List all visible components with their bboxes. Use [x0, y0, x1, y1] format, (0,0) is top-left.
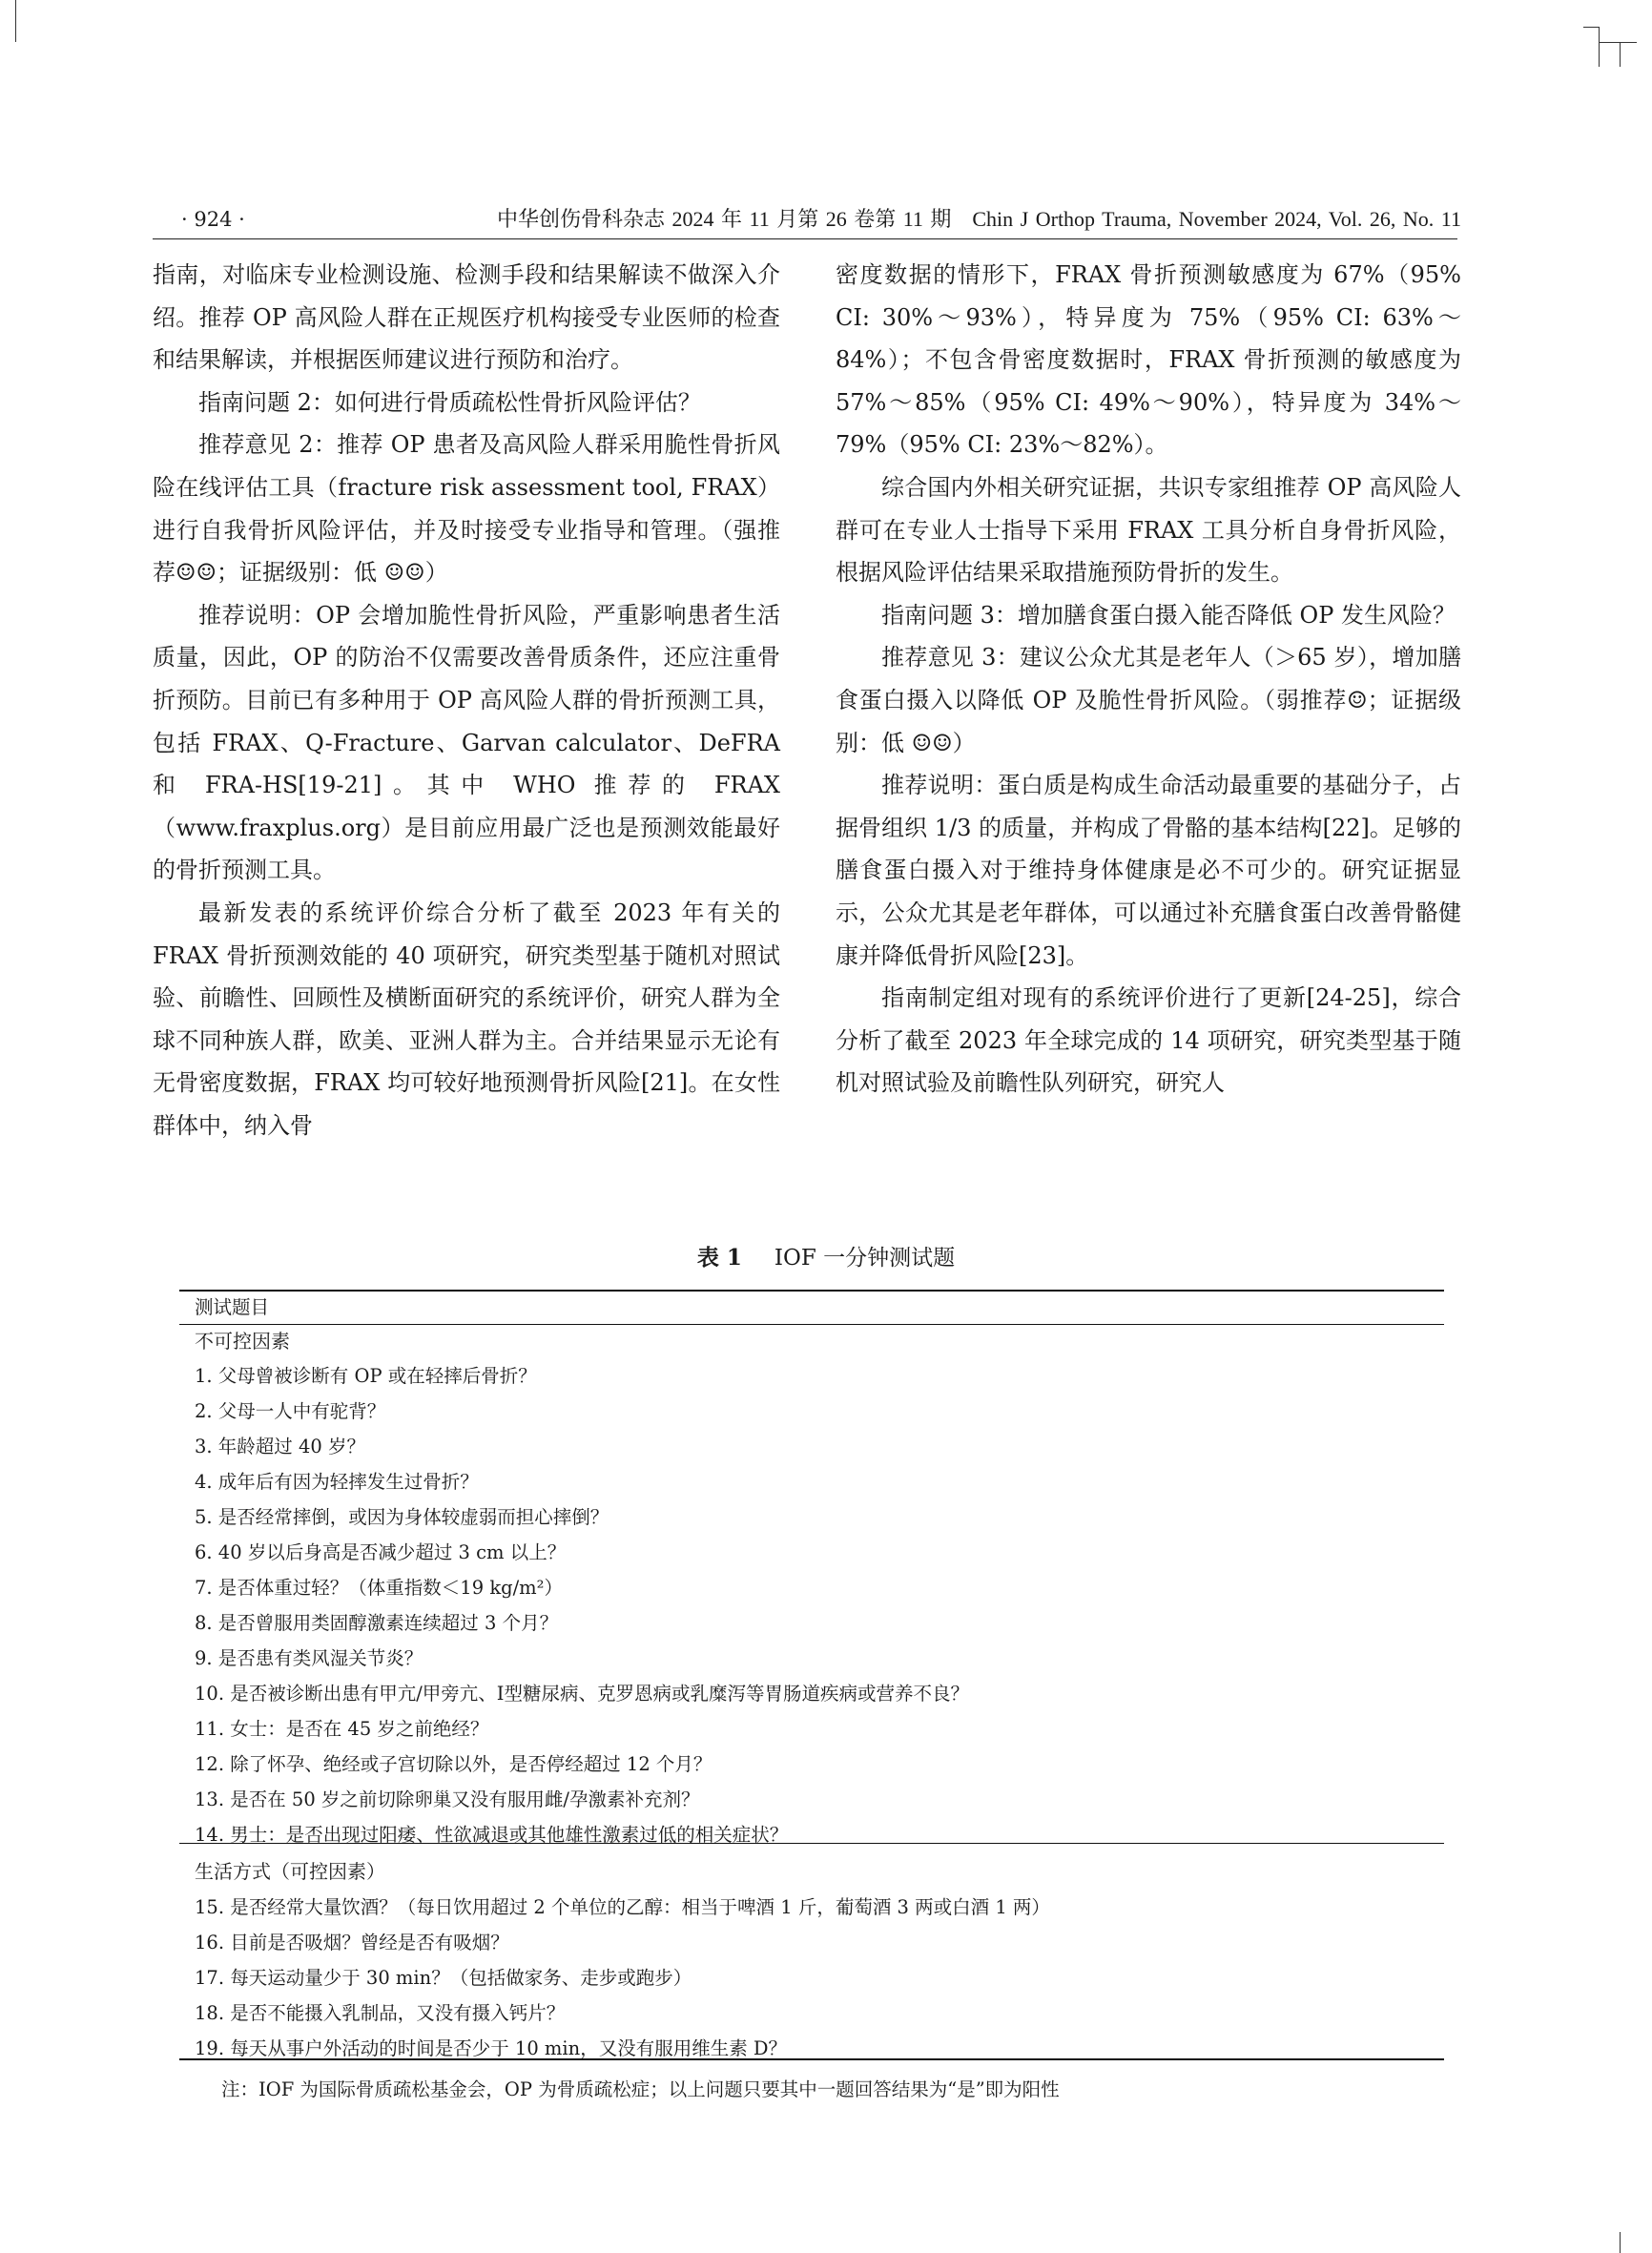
crop-mark-top-right	[1599, 27, 1600, 67]
left-column	[153, 254, 780, 1147]
table-row: 6. 40 岁以后身高是否减少超过 3 cm 以上？	[195, 1541, 567, 1563]
table-row: 11. 女士：是否在 45 岁之前绝经？	[195, 1718, 489, 1740]
table-row: 12. 除了怀孕、绝经或子宫切除以外，是否停经超过 12 个月？	[195, 1753, 712, 1775]
table-group-heading: 生活方式（可控因素）	[195, 1860, 385, 1883]
table-row: 19. 每天从事户外活动的时间是否少于 10 min，又没有服用维生素 D？	[195, 2037, 788, 2059]
paragraph: 指南问题 2：如何进行骨质疏松性骨折风险评估？	[198, 388, 701, 416]
running-head	[181, 202, 1461, 237]
crop-mark-top-right-h	[1599, 42, 1637, 43]
table-caption	[0, 1242, 1652, 1274]
table-number: 表 1	[696, 1245, 742, 1271]
journal-citation: 中华创伤骨科杂志 2024 年 11 月第 26 卷第 11 期 Chin J Orthop Trauma, November 2024, Vol. 26, No. 11	[497, 207, 1461, 231]
paragraph: 推荐意见 3：建议公众尤其是老年人（＞65 岁），增加膳食蛋白摄入以降低 OP 及脆性骨折风险。（弱推荐☺；证据级别：低 ☺☺）	[836, 644, 1461, 756]
table-row: 18. 是否不能摄入乳制品，又没有摄入钙片？	[195, 2002, 566, 2024]
paragraph: 推荐意见 2：推荐 OP 患者及高风险人群采用脆性骨折风险在线评估工具（fracture risk assessment tool, FRAX）进行自我骨折风险评估，并及时接受专业指导和管理。（强推荐☺☺；证据级别：低 ☺☺）	[153, 431, 780, 587]
table-row: 15. 是否经常大量饮酒？（每日饮用超过 2 个单位的乙醇：相当于啤酒 1 斤，葡萄酒 3 两或白酒 1 两）	[195, 1896, 1050, 1918]
table-footnote: 注：IOF 为国际骨质疏松基金会，OP 为骨质疏松症；以上问题只要其中一题回答结果为“是”即为阳性	[221, 2078, 1060, 2100]
paragraph: 指南制定组对现有的系统评价进行了更新[24-25]，综合分析了截至 2023 年全球完成的 14 项研究，研究类型基于随机对照试验及前瞻性队列研究，研究人	[836, 984, 1461, 1097]
table-row: 1. 父母曾被诊断有 OP 或在轻摔后骨折？	[195, 1365, 537, 1387]
table-row: 9. 是否患有类风湿关节炎？	[195, 1647, 423, 1669]
paragraph: 指南问题 3：增加膳食蛋白摄入能否降低 OP 发生风险？	[881, 601, 1456, 629]
crop-mark-top-right-h2	[1583, 27, 1599, 28]
paragraph: 推荐说明：蛋白质是构成生命活动最重要的基础分子，占据骨组织 1/3 的质量，并构成了骨骼的基本结构[22]。足够的膳食蛋白摄入对于维持身体健康是必不可少的。研究证据显示，公众尤其是老年群体，可以通过补充膳食蛋白改善骨骼健康并降低骨折风险[23]。	[836, 772, 1461, 969]
table-title: IOF 一分钟测试题	[774, 1246, 956, 1271]
table-row: 14. 男士：是否出现过阳痿、性欲减退或其他雄性激素过低的相关症状？	[195, 1824, 789, 1846]
table-group-heading: 不可控因素	[195, 1330, 290, 1353]
table-row: 10. 是否被诊断出患有甲亢/甲旁亢、Ⅰ型糖尿病、克罗恩病或乳糜泻等胃肠道疾病或营养不良？	[195, 1683, 969, 1705]
page-number: · 924 ·	[181, 208, 245, 231]
table-row: 2. 父母一人中有驼背？	[195, 1400, 386, 1422]
paragraph: 推荐说明：OP 会增加脆性骨折风险，严重影响患者生活质量，因此，OP 的防治不仅需要改善骨质条件，还应注重骨折预防。目前已有多种用于 OP 高风险人群的骨折预测工具，包括 FRAX、Q-Fracture、Garvan calculator、DeFRA 和 FRA-HS[19-21]。其中 WHO 推荐的 FRAX（www.fraxplus.org）是目前应用最广泛也是预测效能最好的骨折预测工具。	[153, 601, 780, 884]
table-row: 4. 成年后有因为轻摔发生过骨折？	[195, 1471, 479, 1493]
paragraph: 密度数据的情形下，FRAX 骨折预测敏感度为 67%（95% CI: 30%～93%），特异度为 75%（95% CI: 63%～84%）；不包含骨密度数据时，FRAX 骨折预测的敏感度为 57%～85%（95% CI: 49%～90%），特异度为 34%～79%（95% CI: 23%～82%）。	[836, 261, 1461, 459]
table-row: 7. 是否体重过轻？（体重指数＜19 kg/m²）	[195, 1577, 563, 1599]
table-row: 13. 是否在 50 岁之前切除卵巢又没有服用雌/孕激素补充剂？	[195, 1788, 700, 1810]
paragraph: 指南，对临床专业检测设施、检测手段和结果解读不做深入介绍。推荐 OP 高风险人群在正规医疗机构接受专业医师的检查和结果解读，并根据医师建议进行预防和治疗。	[153, 261, 780, 374]
table-top-rule	[179, 1290, 1444, 1292]
crop-mark-bottom-right	[1620, 2232, 1621, 2253]
paragraph: 最新发表的系统评价综合分析了截至 2023 年有关的 FRAX 骨折预测效能的 40 项研究，研究类型基于随机对照试验、前瞻性、回顾性及横断面研究的系统评价，研究人群为全球不同种族人群，欧美、亚洲人群为主。合并结果显示无论有无骨密度数据，FRAX 均可较好地预测骨折风险[21]。在女性群体中，纳入骨	[153, 899, 780, 1139]
table-header: 测试题目	[195, 1296, 270, 1318]
crop-mark-top-right-v	[1620, 42, 1621, 67]
right-column	[836, 254, 1461, 1105]
table-row: 3. 年龄超过 40 岁？	[195, 1436, 366, 1457]
paragraph: 综合国内外相关研究证据，共识专家组推荐 OP 高风险人群可在专业人士指导下采用 FRAX 工具分析自身骨折风险，根据风险评估结果采取措施预防骨折的发生。	[836, 473, 1461, 587]
table-row: 16. 目前是否吸烟？曾经是否有吸烟？	[195, 1932, 509, 1953]
crop-mark-top-left	[15, 0, 16, 42]
table-row: 8. 是否曾服用类固醇激素连续超过 3 个月？	[195, 1612, 559, 1634]
table-header-rule	[179, 1324, 1444, 1325]
table-row: 5. 是否经常摔倒，或因为身体较虚弱而担心摔倒？	[195, 1506, 609, 1528]
header-rule	[153, 238, 1457, 239]
table-row: 17. 每天运动量少于 30 min？（包括做家务、走步或跑步）	[195, 1967, 692, 1989]
